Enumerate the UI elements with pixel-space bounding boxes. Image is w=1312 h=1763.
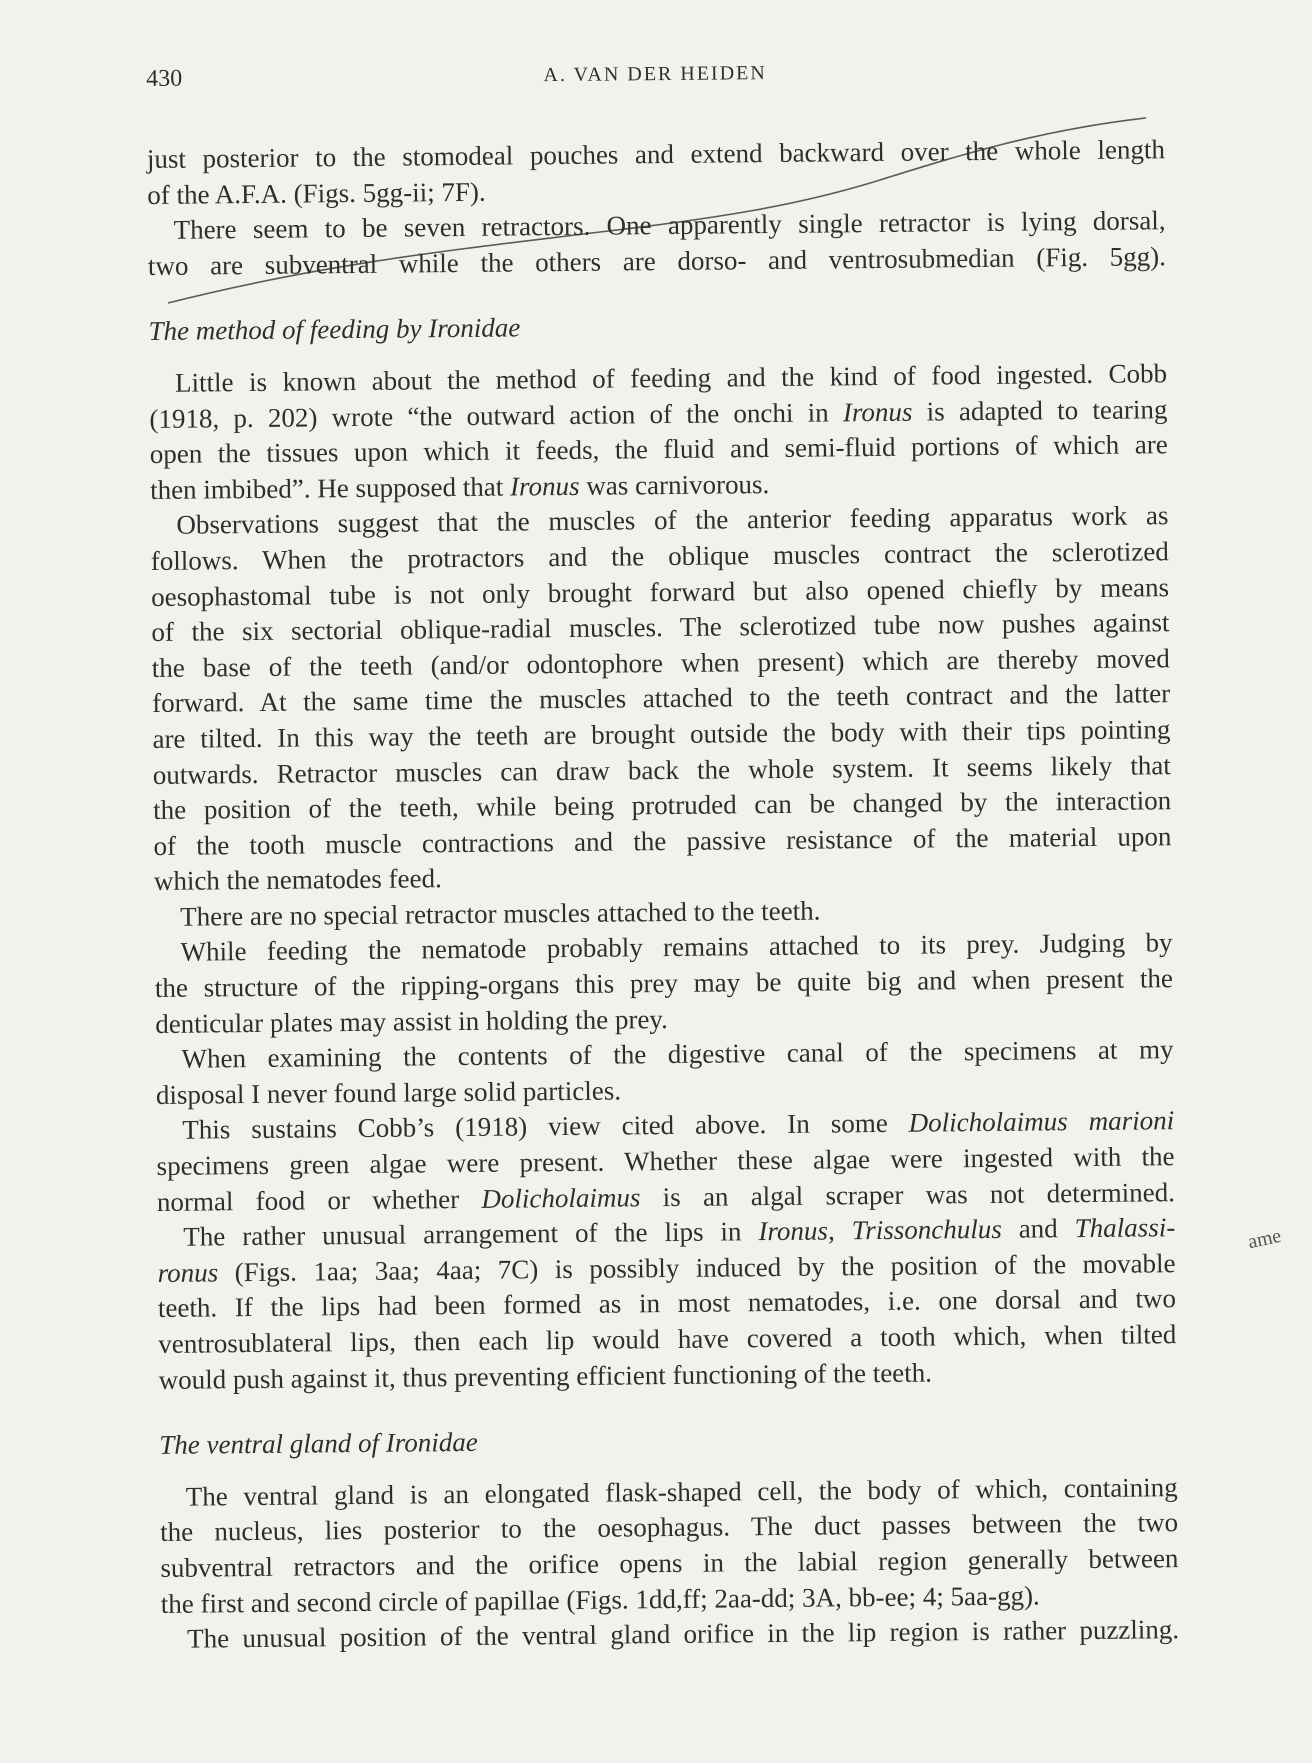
text-segment: subventral retractors and the orifice opens in the labial region generally between xyxy=(160,1543,1179,1583)
text-segment: normal food or whether xyxy=(156,1183,482,1217)
paragraph xyxy=(157,1210,1177,1398)
text-segment: of the six sectorial oblique-radial muscles. The sclerotized tube now pushes against xyxy=(151,607,1170,648)
section-heading: The ventral gland of Ironidae xyxy=(159,1427,478,1461)
text-segment: which the nematodes feed. xyxy=(153,863,442,897)
text-segment: When examining the contents of the digestive canal of the specimens at my xyxy=(181,1034,1174,1074)
section-heading: The method of feeding by Ironidae xyxy=(148,312,521,347)
italic-text: Ironus xyxy=(509,470,580,502)
paragraph xyxy=(147,132,1166,213)
text-segment: Little is known about the method of feeding and the kind of food ingested. Cobb xyxy=(174,358,1168,398)
text-segment: outwards. Retractor muscles can draw back the whole system. It seems likely that xyxy=(152,749,1171,790)
paragraph xyxy=(160,1470,1179,1622)
text-segment: There seem to be seven retractors. One apparently single retractor is lying dorsal, xyxy=(173,205,1166,245)
text-segment: The rather unusual arrangement of the lips in xyxy=(183,1216,759,1252)
text-segment: the position of the teeth, while being protruded can be changed by the interaction xyxy=(153,785,1172,826)
text-segment: the nucleus, lies posterior to the oesophagus. The duct passes between the two xyxy=(159,1507,1179,1548)
italic-text: Ironus xyxy=(842,396,913,427)
text-segment: was carnivorous. xyxy=(579,468,770,501)
text-segment: follows. When the protractors and the oblique muscles contract the sclerotized xyxy=(150,536,1169,576)
text-segment: open the tissues upon which it feeds, the fluid and semi-fluid portions of which are xyxy=(149,429,1168,470)
text-segment: (1918, p. 202) wrote “the outward action of the onchi in xyxy=(149,396,844,434)
text-segment: two are subventral while the others are dorso- and ventrosubmedian (Fig. 5gg). xyxy=(147,241,1167,281)
text-segment: ventrosublateral lips, then each lip would have covered a tooth which, when tilted xyxy=(158,1319,1177,1359)
paragraph xyxy=(154,926,1173,1043)
text-segment: are tilted. In this way the teeth are brought outside the body with their tips pointing xyxy=(152,714,1171,754)
text-segment: the structure of the ripping-organs this prey may be quite big and when present the xyxy=(154,963,1173,1004)
text-segment: would push against it, thus preventing efficient functioning of the teeth. xyxy=(158,1357,933,1395)
text-segment: is adapted to tearing xyxy=(912,393,1168,427)
paragraph xyxy=(149,356,1168,508)
text-segment: then imbibed”. He supposed that xyxy=(149,471,511,505)
margin-note: ame xyxy=(1245,1224,1284,1254)
italic-text: Thalassi- xyxy=(1074,1212,1176,1244)
italic-text: Dolicholaimus marioni xyxy=(908,1105,1175,1139)
text-segment: denticular plates may assist in holding the prey. xyxy=(155,1003,668,1039)
text-segment: specimens green algae were present. Whether these algae were ingested with the xyxy=(156,1141,1175,1181)
running-title: A. VAN DER HEIDEN xyxy=(543,62,767,87)
text-segment: is an algal scraper was not determined. xyxy=(640,1176,1176,1212)
italic-text: ronus xyxy=(157,1257,219,1288)
body-text xyxy=(147,132,1180,1657)
text-segment: The ventral gland is an elongated flask-shaped cell, the body of which, containing xyxy=(185,1471,1178,1512)
italic-text: Ironus xyxy=(758,1215,829,1247)
paragraph xyxy=(150,499,1172,900)
text-segment: disposal I never found large solid particles. xyxy=(155,1075,622,1110)
italic-text: Dolicholaimus xyxy=(481,1181,641,1214)
text-segment: of the tooth muscle contractions and the passive resistance of the material upon xyxy=(153,820,1172,861)
page-number: 430 xyxy=(146,65,183,92)
text-segment: forward. At the same time the muscles attached to the teeth contract and the latter xyxy=(152,678,1171,719)
text-segment: While feeding the nematode probably remains attached to its prey. Judging by xyxy=(180,927,1173,968)
text-segment: of the A.F.A. (Figs. 5gg-ii; 7F). xyxy=(147,176,486,210)
text-segment: the first and second circle of papillae (Figs. 1dd,ff; 2aa-dd; 3A, bb-ee; 4; 5aa-gg). xyxy=(160,1580,1040,1619)
paragraph xyxy=(147,203,1166,284)
paper-page xyxy=(146,52,1179,1657)
text-segment: This sustains Cobb’s (1918) view cited above. In some xyxy=(182,1108,909,1146)
text-segment: The unusual position of the ventral gland orifice in the lip region is rather puzzling. xyxy=(186,1614,1180,1654)
text-segment: There are no special retractor muscles attached to the teeth. xyxy=(180,895,821,932)
text-segment: (Figs. 1aa; 3aa; 4aa; 7C) is possibly induced by the position of the movable xyxy=(217,1247,1176,1288)
italic-text: Trissonchulus xyxy=(851,1214,1002,1246)
text-segment: Observations suggest that the muscles of the anterior feeding apparatus work as xyxy=(176,500,1169,541)
text-segment: , xyxy=(827,1215,852,1246)
paragraph xyxy=(155,1032,1174,1113)
text-segment: the base of the teeth (and/or odontophore when present) which are thereby moved xyxy=(151,642,1170,683)
text-segment: oesophastomal tube is not only brought forward but also opened chiefly by means xyxy=(150,571,1170,612)
text-segment: teeth. If the lips had been formed as in most nematodes, i.e. one dorsal and two xyxy=(157,1283,1177,1324)
page-header xyxy=(146,52,1164,102)
paragraph xyxy=(156,1104,1175,1221)
text-segment: just posterior to the stomodeal pouches and extend backward over the whole length xyxy=(146,134,1166,174)
text-segment: and xyxy=(1001,1213,1075,1245)
